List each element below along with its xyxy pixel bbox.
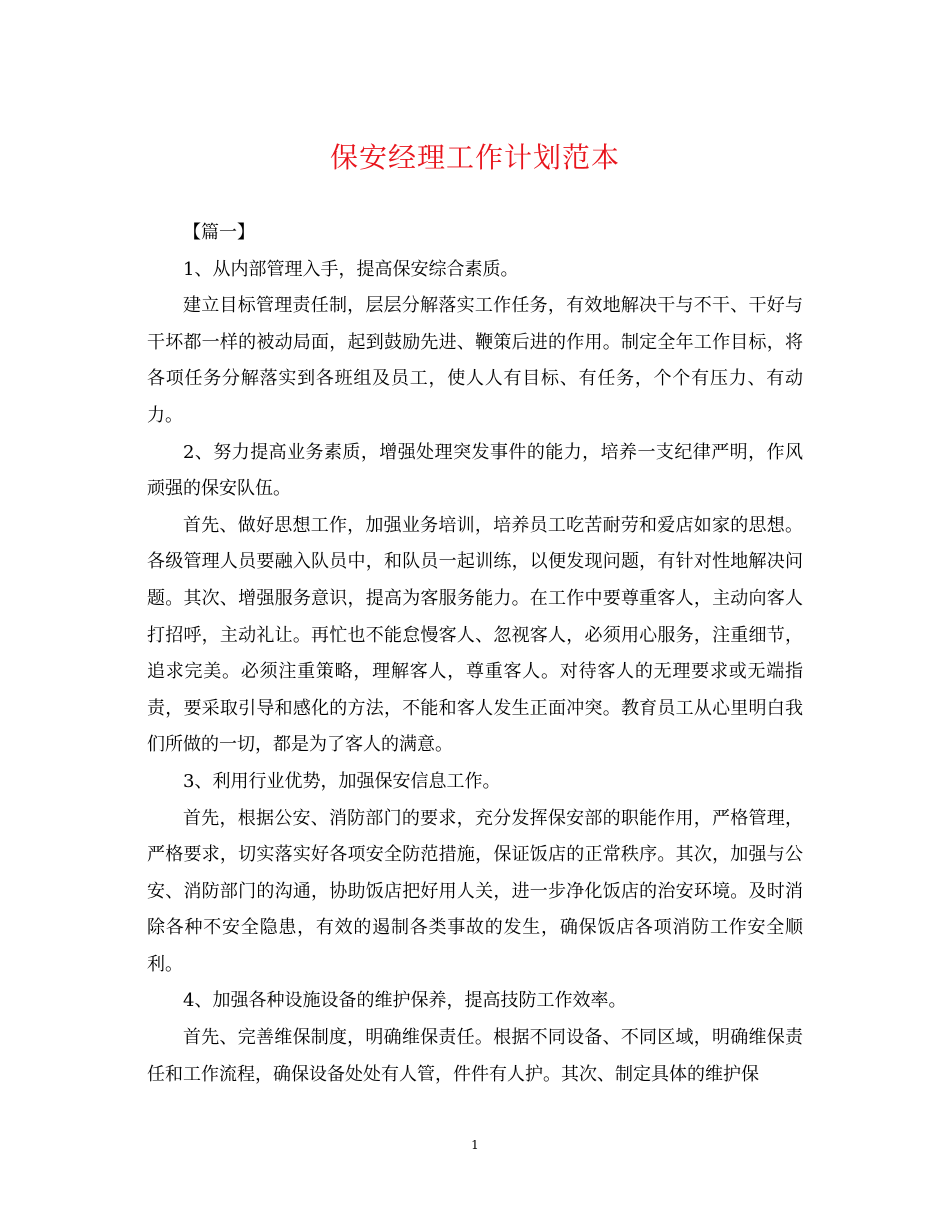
- document-body: [147, 215, 803, 1093]
- paragraph: 建立目标管理责任制，层层分解落实工作任务，有效地解决干与不干、干好与干坏都一样的被动局面，起到鼓励先进、鞭策后进的作用。制定全年工作目标，将各项任务分解落实到各班组及员工，使人人有目标、有任务，个个有压力、有动力。: [147, 295, 803, 426]
- page-number: 1: [471, 1138, 479, 1152]
- paragraph: 3、利用行业优势，加强保安信息工作。: [183, 770, 501, 792]
- paragraph: 首先，根据公安、消防部门的要求，充分发挥保安部的职能作用，严格管理，严格要求，切实落实好各项安全防范措施，保证饭店的正常秩序。其次，加强与公安、消防部门的沟通，协助饭店把好用人关，进一步净化饭店的治安环境。及时消除各种不安全隐患，有效的遏制各类事故的发生，确保饭店各项消防工作安全顺利。: [147, 807, 803, 975]
- paragraph: 首先、做好思想工作，加强业务培训，培养员工吃苦耐劳和爱店如家的思想。各级管理人员要融入队员中，和队员一起训练，以便发现问题，有针对性地解决问题。其次、增强服务意识，提高为客服务能力。在工作中要尊重客人，主动向客人打招呼，主动礼让。再忙也不能怠慢客人、忽视客人，必须用心服务，注重细节，追求完美。必须注重策略，理解客人，尊重客人。对待客人的无理要求或无端指责，要采取引导和感化的方法，不能和客人发生正面冲突。教育员工从心里明白我们所做的一切，都是为了客人的满意。: [147, 514, 803, 756]
- document-title: 保安经理工作计划范本: [329, 141, 620, 174]
- paragraph: 4、加强各种设施设备的维护保养，提高技防工作效率。: [183, 990, 627, 1012]
- paragraph: 2、努力提高业务素质，增强处理突发事件的能力，培养一支纪律严明，作风顽强的保安队伍。: [147, 441, 803, 500]
- paragraph: 1、从内部管理入手，提高保安综合素质。: [183, 258, 519, 280]
- section-heading: 【篇一】: [183, 222, 255, 243]
- paragraph: 首先、完善维保制度，明确维保责任。根据不同设备、不同区域，明确维保责任和工作流程，确保设备处处有人管，件件有人护。其次、制定具体的维护保: [147, 1027, 803, 1085]
